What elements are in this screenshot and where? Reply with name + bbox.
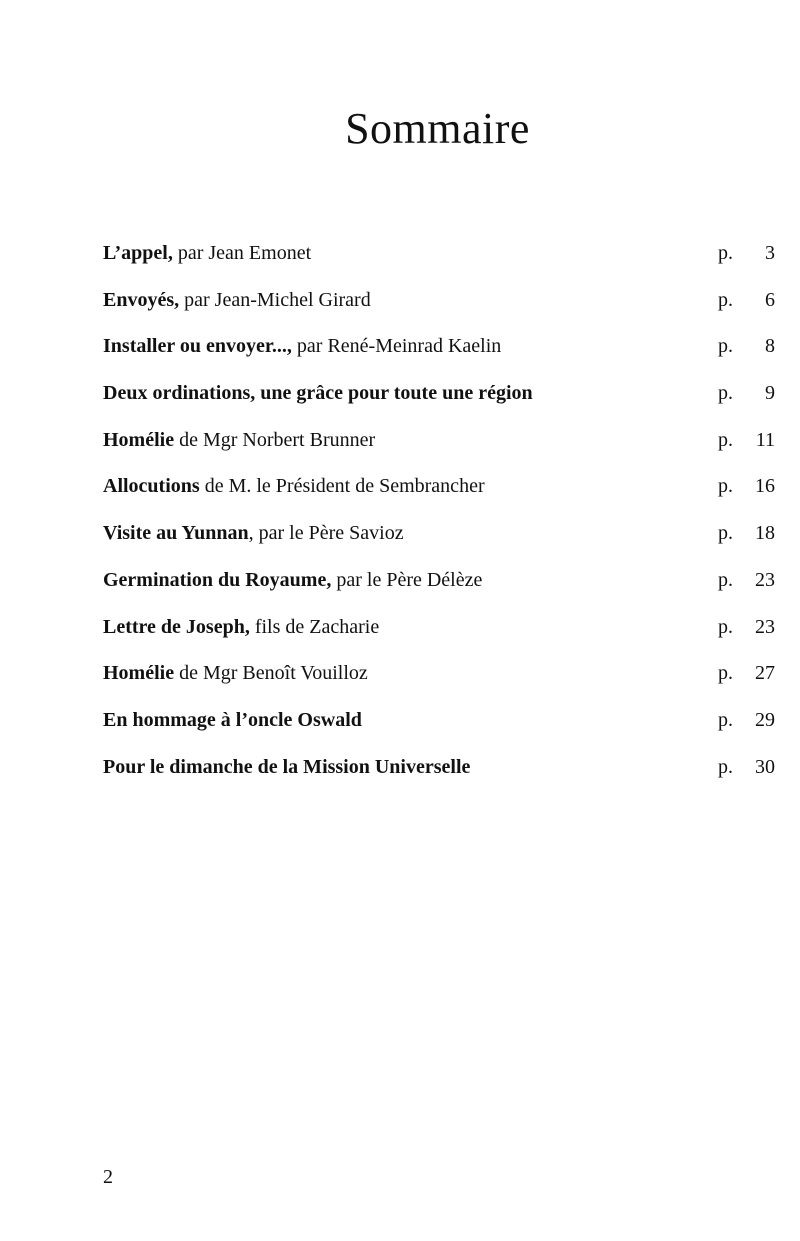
toc-entry-author: de Mgr Benoît Vouilloz	[174, 662, 368, 685]
toc-page-prefix: p.	[718, 335, 733, 358]
toc-page-number: 27	[755, 662, 775, 685]
toc-page-number: 8	[765, 335, 775, 358]
toc-entry-title: Homélie	[103, 428, 175, 451]
toc-page-prefix: p.	[718, 755, 733, 778]
toc-entry	[103, 284, 775, 331]
toc-entry-title: En hommage à l’oncle Oswald	[103, 708, 362, 731]
toc-entry-title: Pour le dimanche de la Mission Universelle	[103, 755, 471, 778]
toc-entry	[103, 517, 775, 564]
toc-page-number: 16	[755, 475, 775, 498]
toc-page-prefix: p.	[718, 242, 733, 264]
toc-entry-title: Allocutions	[103, 475, 200, 498]
toc-page-prefix: p.	[718, 708, 733, 731]
toc-page-number: 9	[765, 382, 775, 405]
toc-page-number: 29	[755, 708, 775, 731]
toc-entry-title: L’appel,	[103, 242, 173, 264]
toc-page-number: 11	[755, 428, 775, 451]
toc-page-number: 18	[755, 522, 775, 545]
toc-entry-author: par Jean Emonet	[172, 242, 312, 264]
toc-page-number: 23	[755, 615, 775, 638]
toc-page-number: 3	[765, 242, 775, 264]
toc-page-number: 23	[755, 568, 775, 591]
toc-page-number: 30	[755, 755, 775, 778]
toc-entry	[103, 611, 775, 658]
toc-page-prefix: p.	[718, 428, 733, 451]
toc-entry	[103, 330, 775, 377]
toc-entry-title: Homélie	[103, 662, 175, 685]
toc-page-prefix: p.	[718, 522, 733, 545]
toc-entry-title: Deux ordinations, une grâce pour toute une région	[103, 382, 533, 405]
toc-page-prefix: p.	[718, 288, 733, 311]
page-title: Sommaire	[345, 104, 530, 153]
toc-entry	[103, 751, 775, 798]
toc-entry-author: de Mgr Norbert Brunner	[174, 428, 376, 451]
toc-entry	[103, 377, 775, 424]
toc-entry-author: fils de Zacharie	[249, 615, 380, 638]
toc-page-prefix: p.	[718, 662, 733, 685]
page-number: 2	[103, 1166, 113, 1188]
table-of-contents	[103, 237, 775, 797]
toc-page-number: 6	[765, 288, 775, 311]
toc-entry	[103, 237, 775, 284]
toc-entry	[103, 424, 775, 471]
toc-entry-author: par le Père Délèze	[331, 568, 483, 591]
toc-entry-author: par René-Meinrad Kaelin	[291, 335, 502, 358]
toc-entry	[103, 657, 775, 704]
toc-page-prefix: p.	[718, 382, 733, 405]
toc-entry-title: Germination du Royaume,	[103, 568, 332, 591]
toc-entry-title: Installer ou envoyer...,	[103, 335, 292, 358]
toc-page-prefix: p.	[718, 475, 733, 498]
toc-entry-title: Visite au Yunnan	[103, 522, 249, 545]
toc-entry-author: par Jean-Michel Girard	[179, 288, 371, 311]
toc-entry-title: Lettre de Joseph,	[103, 615, 250, 638]
toc-entry-author: de M. le Président de Sembrancher	[199, 475, 485, 498]
toc-entry-author: , par le Père Savioz	[248, 522, 404, 545]
toc-page-prefix: p.	[718, 615, 733, 638]
toc-entry	[103, 564, 775, 611]
toc-page-prefix: p.	[718, 568, 733, 591]
toc-entry-title: Envoyés,	[103, 288, 180, 311]
toc-entry	[103, 704, 775, 751]
toc-entry	[103, 470, 775, 517]
